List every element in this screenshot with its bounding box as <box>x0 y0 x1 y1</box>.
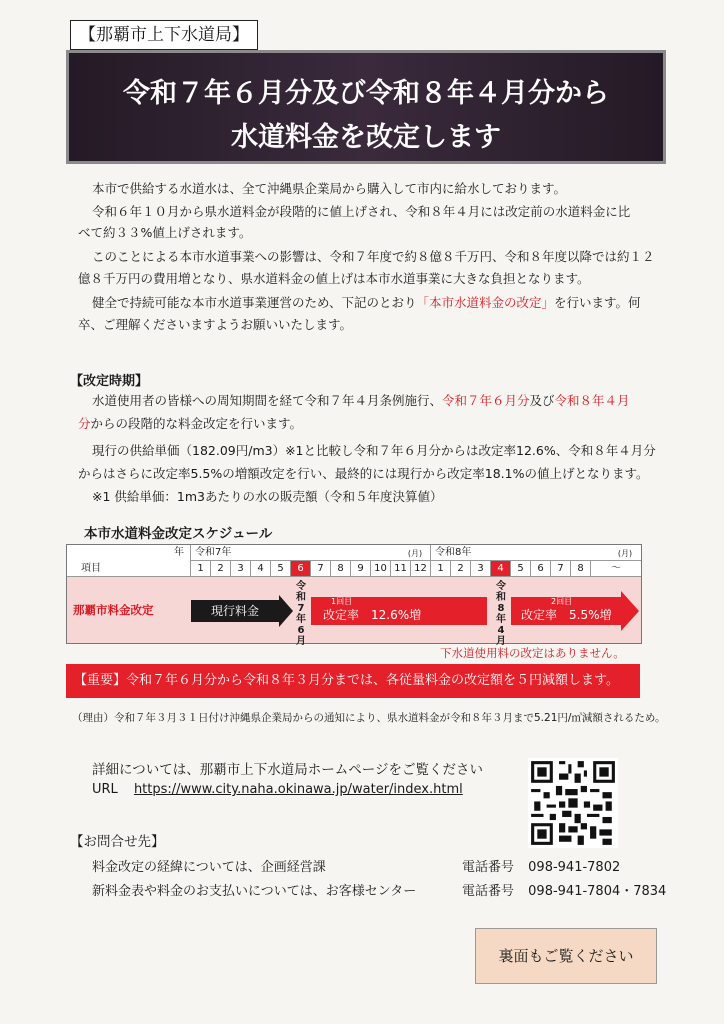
year-label: 年 <box>174 547 184 558</box>
month-cell: 8 <box>331 561 351 577</box>
intro-line: べて約３３%値上げされます。 <box>78 225 252 240</box>
intro-text: 健全で持続可能な本市水道事業運営のため、下記のとおり <box>92 295 417 310</box>
contact-dept: 料金改定の経緯については、企画経営課 <box>92 860 326 875</box>
second-rate-label: 改定率 5.5%増 <box>521 608 612 622</box>
contact-phone-row <box>462 880 666 899</box>
timing-line <box>78 413 302 435</box>
contact-phone-row <box>462 856 620 875</box>
tel-label: 電話番号 <box>462 884 515 899</box>
month-cell-highlight: 6 <box>291 561 311 577</box>
intro-line: このことによる本市水道事業への影響は、令和７年度で約８億８千万円、令和８年度以降では約１２ <box>92 249 655 264</box>
item-label: 項目 <box>81 563 101 574</box>
month-cell: 8 <box>571 561 591 577</box>
date-char: 和 <box>296 592 306 603</box>
second-round-label: 2回目 <box>551 597 573 606</box>
year-r7: 令和7年 <box>191 545 431 561</box>
schedule-corner <box>67 545 191 577</box>
date-char: 和 <box>496 592 506 603</box>
first-rate-label: 改定率 12.6%増 <box>323 608 422 622</box>
reason-note: （理由）令和７年３月３１日付け沖縄県企業局からの通知により、県水道料金が令和８年３月まで5.21円/㎥減額されるため。 <box>72 712 666 724</box>
timing-text: 及び <box>529 393 555 408</box>
intro-line <box>92 292 641 314</box>
second-revision-arrowhead <box>621 591 639 631</box>
month-cell: 2 <box>211 561 231 577</box>
month-cell: 1 <box>191 561 211 577</box>
date-char: 6 <box>297 625 305 636</box>
timing-date-2-cont: 分 <box>78 416 91 431</box>
timing-date-2: 令和８年４月 <box>554 393 630 408</box>
contact-header: 【お問合せ先】 <box>70 834 165 850</box>
timing-line <box>92 390 630 412</box>
schedule-title: 本市水道料金改定スケジュール <box>84 526 273 542</box>
date-char: 年 <box>496 614 506 625</box>
url-label: URL <box>92 782 118 797</box>
month-cell: 3 <box>471 561 491 577</box>
month-cell: 4 <box>251 561 271 577</box>
tel-number: 098-941-7804・7834 <box>528 884 667 899</box>
tel-label: 電話番号 <box>462 860 515 875</box>
month-unit: (月) <box>407 549 423 558</box>
schedule-row-label: 那覇市料金改定 <box>73 603 154 617</box>
month-cell: 7 <box>551 561 571 577</box>
current-rate-arrowhead <box>279 595 293 627</box>
qr-code <box>528 758 618 848</box>
timing-header: 【改定時期】 <box>70 374 149 389</box>
date-char: 令 <box>496 581 506 592</box>
year-r8: 令和8年 <box>431 545 641 561</box>
intro-text: を行います。何 <box>554 295 641 310</box>
headline-line2: 水道料金を改定します <box>231 122 501 153</box>
date-char: 月 <box>496 636 506 647</box>
timing-note: ※1 供給単価：1m3あたりの水の販売額（令和５年度決算値） <box>92 489 443 504</box>
headline-line1: 令和７年６月分及び令和８年４月分から <box>123 78 609 109</box>
headline-banner <box>66 50 666 164</box>
month-cell: 10 <box>371 561 391 577</box>
second-revision-date <box>494 581 508 647</box>
tel-number: 098-941-7802 <box>528 860 621 875</box>
month-cell: 2 <box>451 561 471 577</box>
current-rate-bar: 現行料金 <box>191 600 279 622</box>
month-cell-highlight: 4 <box>491 561 511 577</box>
month-cell: 9 <box>351 561 371 577</box>
date-char: 年 <box>296 614 306 625</box>
date-char: 4 <box>497 625 505 636</box>
url-link[interactable]: https://www.city.naha.okinawa.jp/water/index.html <box>133 782 463 797</box>
month-cell: 12 <box>411 561 431 577</box>
revision-highlight: 「本市水道料金の改定」 <box>416 295 555 310</box>
url-row <box>92 782 463 797</box>
timing-date-1: 令和７年６月分 <box>442 393 530 408</box>
timing-line: 現行の供給単価（182.09円/m3）※1と比較し令和７年６月分からは改定率12.6%、令和８年４月分 <box>92 443 656 458</box>
date-char: 令 <box>296 581 306 592</box>
month-cell: 6 <box>531 561 551 577</box>
month-cell: 5 <box>271 561 291 577</box>
month-cell: 〜 <box>591 561 641 577</box>
timing-text: 水道使用者の皆様への周知期間を経て令和７年４月条例施行、 <box>92 393 443 408</box>
details-text: 詳細については、那覇市上下水道局ホームページをご覧ください <box>92 762 483 778</box>
month-cell: 7 <box>311 561 331 577</box>
first-round-label: 1回目 <box>331 597 353 606</box>
sewer-note: 下水道使用料の改定はありません。 <box>440 646 625 660</box>
date-char: 月 <box>296 636 306 647</box>
month-cell: 1 <box>431 561 451 577</box>
back-page-note: 裏面もご覧ください <box>475 928 657 984</box>
date-char: 7 <box>297 603 305 614</box>
first-revision-bar <box>311 597 487 625</box>
month-cell: 3 <box>231 561 251 577</box>
timing-text: からの段階的な料金改定を行います。 <box>90 416 303 431</box>
intro-line: 本市で供給する水道水は、全て沖縄県企業局から購入して市内に給水しております。 <box>92 181 567 196</box>
timing-line: からはさらに改定率5.5%の増額改定を行い、最終的には現行から改定率18.1%の値上げとなります。 <box>78 466 649 481</box>
intro-line: 億８千万円の費用増となり、県水道料金の値上げは本市水道事業に大きな負担となります。 <box>78 271 590 286</box>
org-label: 【那覇市上下水道局】 <box>70 20 258 50</box>
month-cell: 11 <box>391 561 411 577</box>
month-cell: 5 <box>511 561 531 577</box>
schedule-table <box>66 544 642 647</box>
date-char: 8 <box>497 603 505 614</box>
intro-line: 卒、ご理解くださいますようお願いいたします。 <box>78 317 353 332</box>
second-revision-bar <box>511 597 621 625</box>
contact-dept: 新料金表や料金のお支払いについては、お客様センター <box>92 884 417 899</box>
important-notice: 【重要】令和７年６月分から令和８年３月分までは、各従量料金の改定額を５円減額します。 <box>66 664 640 698</box>
intro-line: 令和６年１０月から県水道料金が段階的に値上げされ、令和８年４月には改定前の水道料金に比 <box>92 204 631 219</box>
month-unit: (月) <box>617 549 633 558</box>
first-revision-date <box>294 581 308 647</box>
